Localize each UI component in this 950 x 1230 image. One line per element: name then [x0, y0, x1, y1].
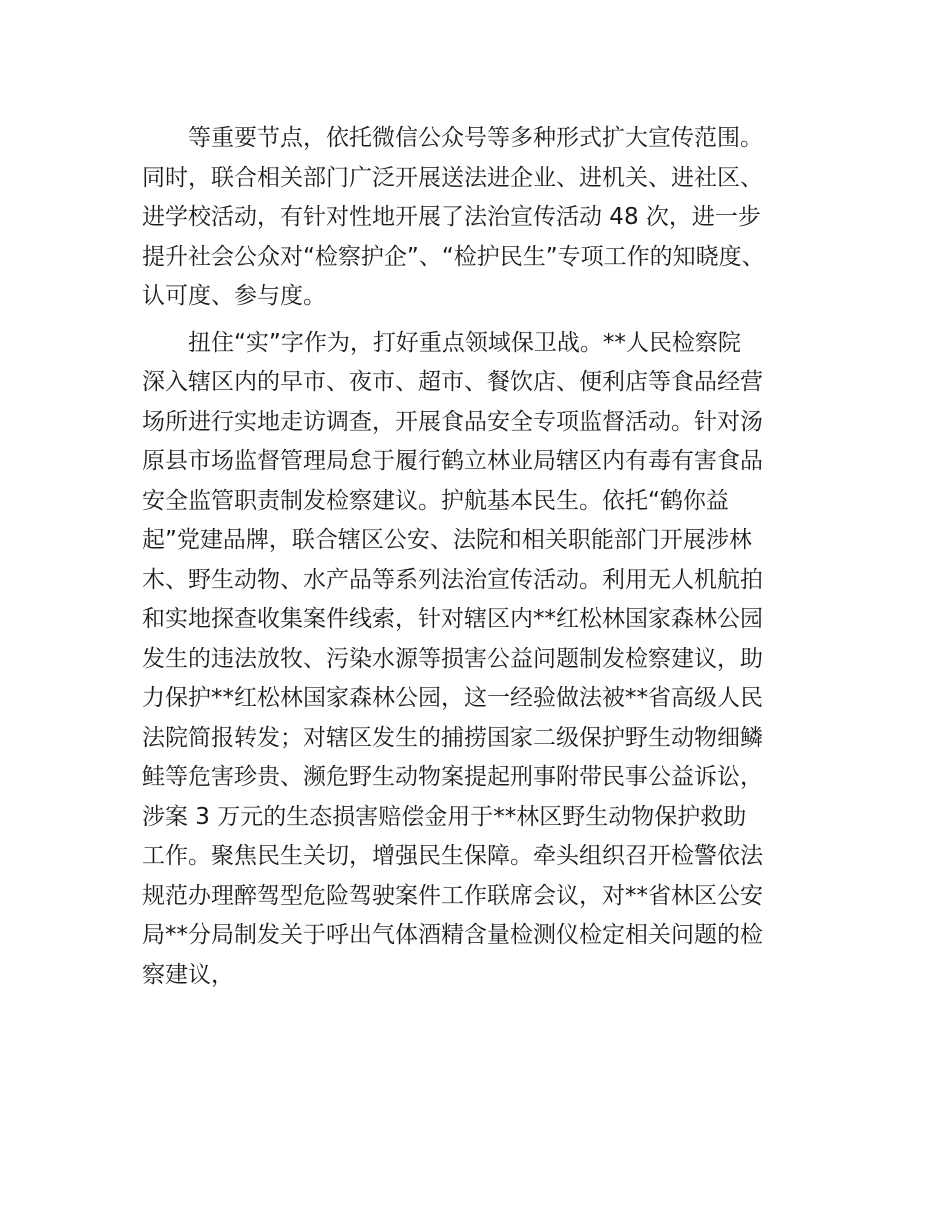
text-line: 力保护**红松林国家森林公园，这一经验做法被**省高级人民: [142, 685, 763, 711]
text-line: 工作。聚焦民生关切，增强民生保障。牵头组织召开检警依法: [142, 843, 763, 869]
text-line: 等重要节点，依托微信公众号等多种形式扩大宣传范围。: [188, 125, 763, 151]
text-line: 认可度、参与度。: [142, 283, 326, 309]
text-line: 提升社会公众对“检察护企”、“检护民生”专项工作的知晓度、: [142, 243, 765, 270]
document-body: [142, 119, 832, 995]
text-line: 扭住“实”字作为，打好重点领域保卫战。**人民检察院: [188, 329, 741, 356]
text-line: 深入辖区内的早市、夜市、超市、餐饮店、便利店等食品经营: [142, 369, 763, 395]
text-line: 发生的违法放牧、污染水源等损害公益问题制发检察建议，助: [142, 645, 763, 672]
text-line: 局**分局制发关于呼出气体酒精含量检测仪检定相关问题的检: [142, 922, 763, 948]
paragraph-gap: [142, 317, 832, 324]
paragraph-2: [142, 324, 832, 996]
text-line: 木、野生动物、水产品等系列法治宣传活动。利用无人机航拍: [142, 566, 763, 593]
text-line: 察建议，: [142, 961, 234, 988]
text-line: 起”党建品牌，联合辖区公安、法院和相关职能部门开展涉林: [142, 527, 752, 553]
text-line: 进学校活动，有针对性地开展了法治宣传活动 48 次，进一步: [142, 204, 761, 230]
text-line: 涉案 3 万元的生态损害赔偿金用于**林区野生动物保护救助: [142, 803, 747, 830]
text-line: 同时，联合相关部门广泛开展送法进企业、进机关、进社区、: [142, 164, 763, 191]
text-line: 和实地探查收集案件线索，针对辖区内**红松林国家森林公园: [142, 606, 763, 632]
paragraph-1: [142, 119, 832, 317]
text-line: 原县市场监督管理局怠于履行鹤立林业局辖区内有毒有害食品: [142, 448, 763, 474]
text-line: 场所进行实地走访调查，开展食品安全专项监督活动。针对汤: [142, 408, 763, 435]
text-line: 鲑等危害珍贵、濒危野生动物案提起刑事附带民事公益诉讼，: [142, 764, 763, 790]
text-line: 法院简报转发；对辖区发生的捕捞国家二级保护野生动物细鳞: [142, 724, 763, 751]
text-line: 规范办理醉驾型危险驾驶案件工作联席会议，对**省林区公安: [142, 882, 763, 909]
text-line: 安全监管职责制发检察建议。护航基本民生。依托“鹤你益: [142, 487, 729, 514]
